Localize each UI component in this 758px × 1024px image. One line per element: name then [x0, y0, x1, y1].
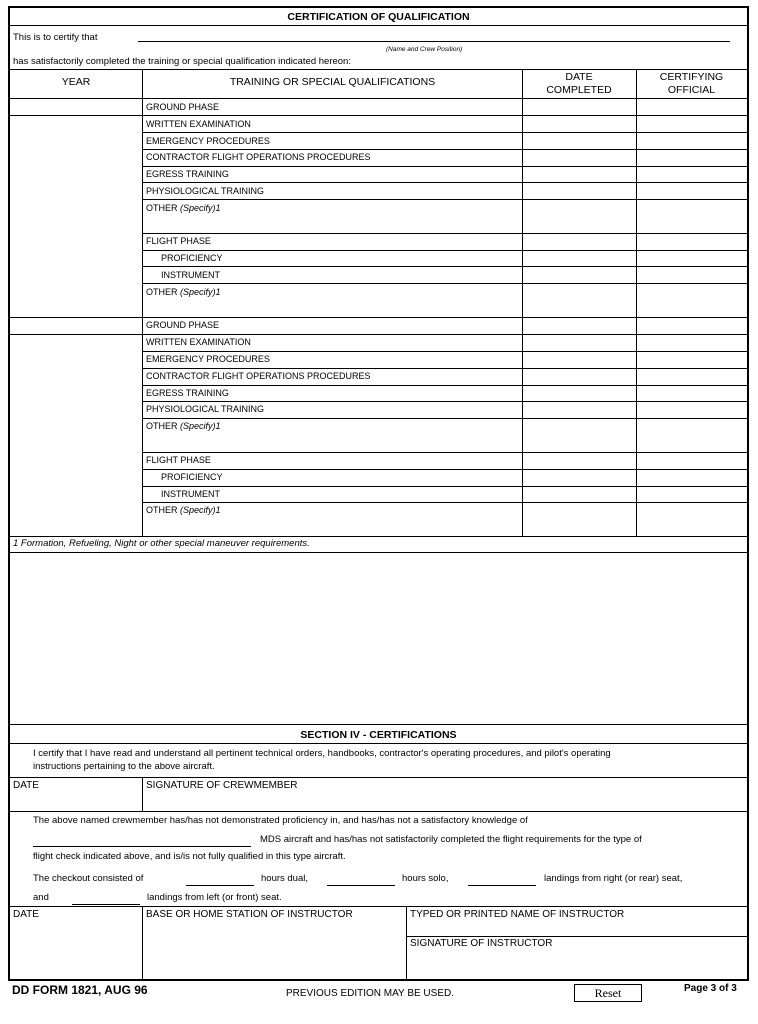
row-written-exam: WRITTEN EXAMINATION: [146, 119, 251, 129]
crew-text-3: flight check indicated above, and is/is not fully qualified in this type aircraft.: [33, 851, 346, 862]
row-emergency: EMERGENCY PROCEDURES: [146, 354, 270, 364]
hours-dual-field[interactable]: [186, 885, 254, 886]
row-other: OTHER (Specify)1: [146, 421, 221, 431]
row-emergency: EMERGENCY PROCEDURES: [146, 136, 270, 146]
completed-line: has satisfactorily completed the training or special qualification indicated hereon:: [13, 56, 351, 67]
hours-dual-label: hours dual,: [261, 873, 309, 884]
row-proficiency: PROFICIENCY: [161, 253, 223, 263]
sig-crewmember-field[interactable]: [143, 778, 747, 811]
row-flight-phase: FLIGHT PHASE: [146, 455, 211, 465]
mds-aircraft-field[interactable]: [33, 846, 251, 847]
col-header-cert-1: CERTIFYING: [659, 71, 724, 83]
col-header-date-1: DATE: [565, 71, 593, 83]
base-station-label: BASE OR HOME STATION OF INSTRUCTOR: [146, 909, 353, 920]
landings-right-field[interactable]: [468, 885, 536, 886]
row-proficiency: PROFICIENCY: [161, 472, 223, 482]
row-other: OTHER (Specify)1: [146, 203, 221, 213]
col-header-date-2: COMPLETED: [546, 84, 612, 96]
row-written-exam: WRITTEN EXAMINATION: [146, 337, 251, 347]
row-ground-phase: GROUND PHASE: [146, 320, 220, 330]
name-position-field[interactable]: [138, 41, 730, 42]
certify-label: This is to certify that: [13, 32, 98, 43]
row-physiological: PHYSIOLOGICAL TRAINING: [146, 404, 265, 414]
reset-button[interactable]: Reset: [574, 984, 642, 1002]
date-label: DATE: [13, 780, 39, 791]
sig-instructor-label: SIGNATURE OF INSTRUCTOR: [410, 938, 553, 949]
and-label: and: [33, 892, 49, 903]
section4-title: SECTION IV - CERTIFICATIONS: [300, 729, 457, 741]
landings-right-label: landings from right (or rear) seat,: [544, 873, 683, 884]
name-position-caption: (Name and Crew Position): [386, 46, 463, 53]
typed-name-field[interactable]: [407, 921, 747, 936]
landings-left-label: landings from left (or front) seat.: [147, 892, 282, 903]
row-other: OTHER (Specify)1: [146, 287, 221, 297]
col-header-cert-2: OFFICIAL: [667, 84, 716, 96]
date-field[interactable]: [10, 778, 142, 811]
sig-crewmember-label: SIGNATURE OF CREWMEMBER: [146, 780, 298, 791]
certify-text-1: I certify that I have read and understand all pertinent technical orders, handbooks, contractor's operating procedures, and pilot's operating: [33, 748, 611, 759]
hours-solo-field[interactable]: [327, 885, 395, 886]
row-contractor: CONTRACTOR FLIGHT OPERATIONS PROCEDURES: [146, 152, 371, 162]
certify-text-2: instructions pertaining to the above aircraft.: [33, 761, 215, 772]
row-instrument: INSTRUMENT: [161, 270, 220, 280]
form-id: DD FORM 1821, AUG 96: [12, 983, 148, 997]
form-title: CERTIFICATION OF QUALIFICATION: [287, 11, 470, 23]
row-contractor: CONTRACTOR FLIGHT OPERATIONS PROCEDURES: [146, 371, 371, 381]
col-header-training: TRAINING OR SPECIAL QUALIFICATIONS: [229, 76, 436, 88]
remarks-area[interactable]: [10, 553, 747, 724]
row-instrument: INSTRUMENT: [161, 489, 220, 499]
previous-edition: PREVIOUS EDITION MAY BE USED.: [286, 988, 454, 999]
checkout-prefix: The checkout consisted of: [33, 873, 144, 884]
crew-text-1: The above named crewmember has/has not demonstrated proficiency in, and has/has not a satisfactory knowledge of: [33, 815, 528, 826]
footnote: 1 Formation, Refueling, Night or other special maneuver requirements.: [13, 538, 310, 549]
row-egress: EGRESS TRAINING: [146, 388, 229, 398]
base-station-field[interactable]: [143, 921, 406, 981]
row-flight-phase: FLIGHT PHASE: [146, 236, 211, 246]
row-physiological: PHYSIOLOGICAL TRAINING: [146, 186, 265, 196]
row-egress: EGRESS TRAINING: [146, 169, 229, 179]
crew-text-2: MDS aircraft and has/has not satisfactorily completed the flight requirements for the type of: [260, 834, 642, 845]
row-ground-phase: GROUND PHASE: [146, 102, 220, 112]
landings-left-field[interactable]: [72, 904, 140, 905]
form-frame: [8, 6, 749, 981]
col-header-year: YEAR: [61, 76, 91, 88]
date-instructor-field[interactable]: [10, 921, 142, 981]
row-other: OTHER (Specify)1: [146, 505, 221, 515]
sig-instructor-field[interactable]: [407, 950, 747, 981]
typed-name-label: TYPED OR PRINTED NAME OF INSTRUCTOR: [410, 909, 625, 920]
hours-solo-label: hours solo,: [402, 873, 449, 884]
page-label: Page 3 of 3: [684, 983, 737, 994]
date-label-instructor: DATE: [13, 909, 39, 920]
